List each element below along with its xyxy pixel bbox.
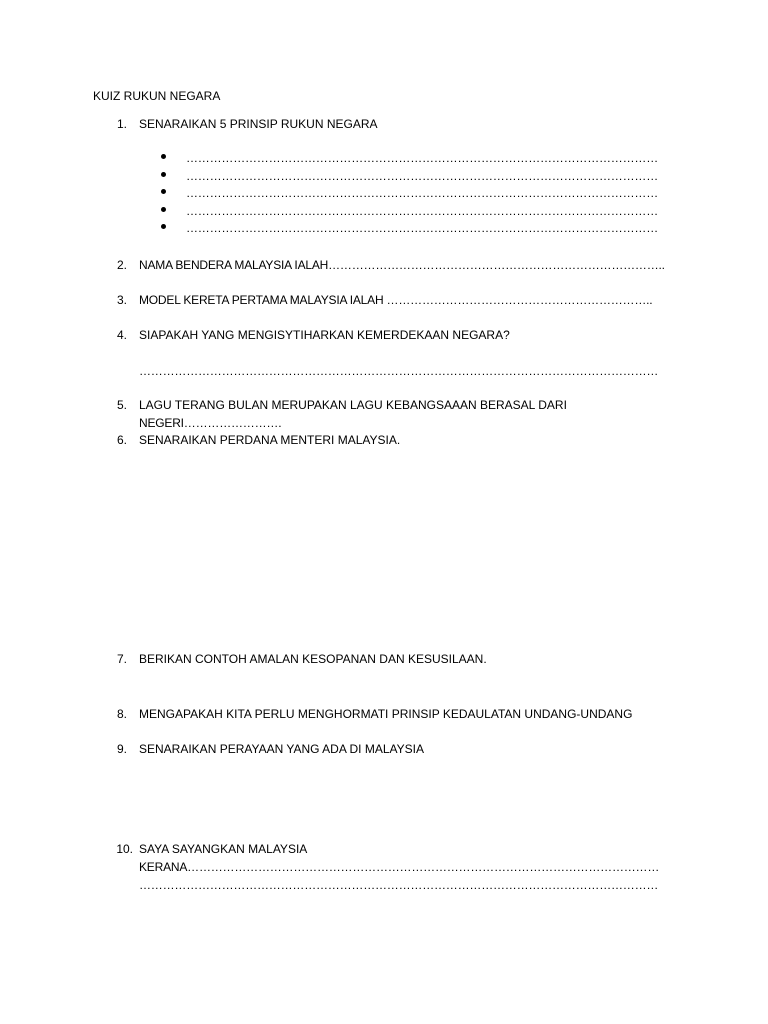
question-5-number: 5. (116, 398, 127, 412)
question-8-number: 8. (116, 707, 127, 721)
question-4-text: SIAPAKAH YANG MENGISYTIHARKAN KEMERDEKAAN NEGARA? (139, 328, 510, 342)
bullet-icon (161, 172, 166, 177)
question-8-text: MENGAPAKAH KITA PERLU MENGHORMATI PRINSIP KEDAULATAN UNDANG-UNDANG (139, 707, 633, 721)
question-2-text: NAMA BENDERA MALAYSIA IALAH………………………………………………………………………….. (139, 258, 665, 272)
page-title: KUIZ RUKUN NEGARA (93, 89, 221, 103)
question-6-text: SENARAIKAN PERDANA MENTERI MALAYSIA. (139, 433, 401, 447)
question-1-number: 1. (116, 117, 127, 131)
answer-line-question-10: …………………………………………………………………………………………………………………… (139, 878, 659, 892)
answer-line-bullet-1: ………………………………………………………………………………………………………… (186, 151, 659, 165)
question-6-number: 6. (116, 433, 127, 447)
question-5-text-continued: NEGERI……………………. (139, 416, 282, 430)
question-9-number: 9. (116, 742, 127, 756)
answer-line-bullet-2: ………………………………………………………………………………………………………… (186, 169, 659, 183)
question-7-text: BERIKAN CONTOH AMALAN KESOPANAN DAN KESUSILAAN. (139, 652, 487, 666)
question-4-number: 4. (116, 328, 127, 342)
bullet-icon (161, 189, 166, 194)
question-1-text: SENARAIKAN 5 PRINSIP RUKUN NEGARA (139, 117, 378, 131)
question-10-text: SAYA SAYANGKAN MALAYSIA (139, 842, 308, 856)
question-3-text: MODEL KERETA PERTAMA MALAYSIA IALAH ………………………………………………………….. (139, 293, 653, 307)
question-7-number: 7. (116, 652, 127, 666)
bullet-icon (161, 224, 166, 229)
question-10-number: 10. (116, 842, 133, 856)
question-5-text: LAGU TERANG BULAN MERUPAKAN LAGU KEBANGSAAAN BERASAL DARI (139, 398, 567, 412)
question-2-number: 2. (116, 258, 127, 272)
answer-line-bullet-4: ………………………………………………………………………………………………………… (186, 204, 659, 218)
answer-line-bullet-3: ………………………………………………………………………………………………………… (186, 186, 659, 200)
question-9-text: SENARAIKAN PERAYAAN YANG ADA DI MALAYSIA (139, 742, 424, 756)
question-10-text-continued: KERANA………………………………………………………………………………………………………… (139, 860, 660, 874)
bullet-icon (161, 154, 166, 159)
answer-line-bullet-5: ………………………………………………………………………………………………………… (186, 221, 659, 235)
question-3-number: 3. (116, 293, 127, 307)
answer-line-question-4: …………………………………………………………………………………………………………………… (139, 364, 659, 378)
bullet-icon (161, 207, 166, 212)
